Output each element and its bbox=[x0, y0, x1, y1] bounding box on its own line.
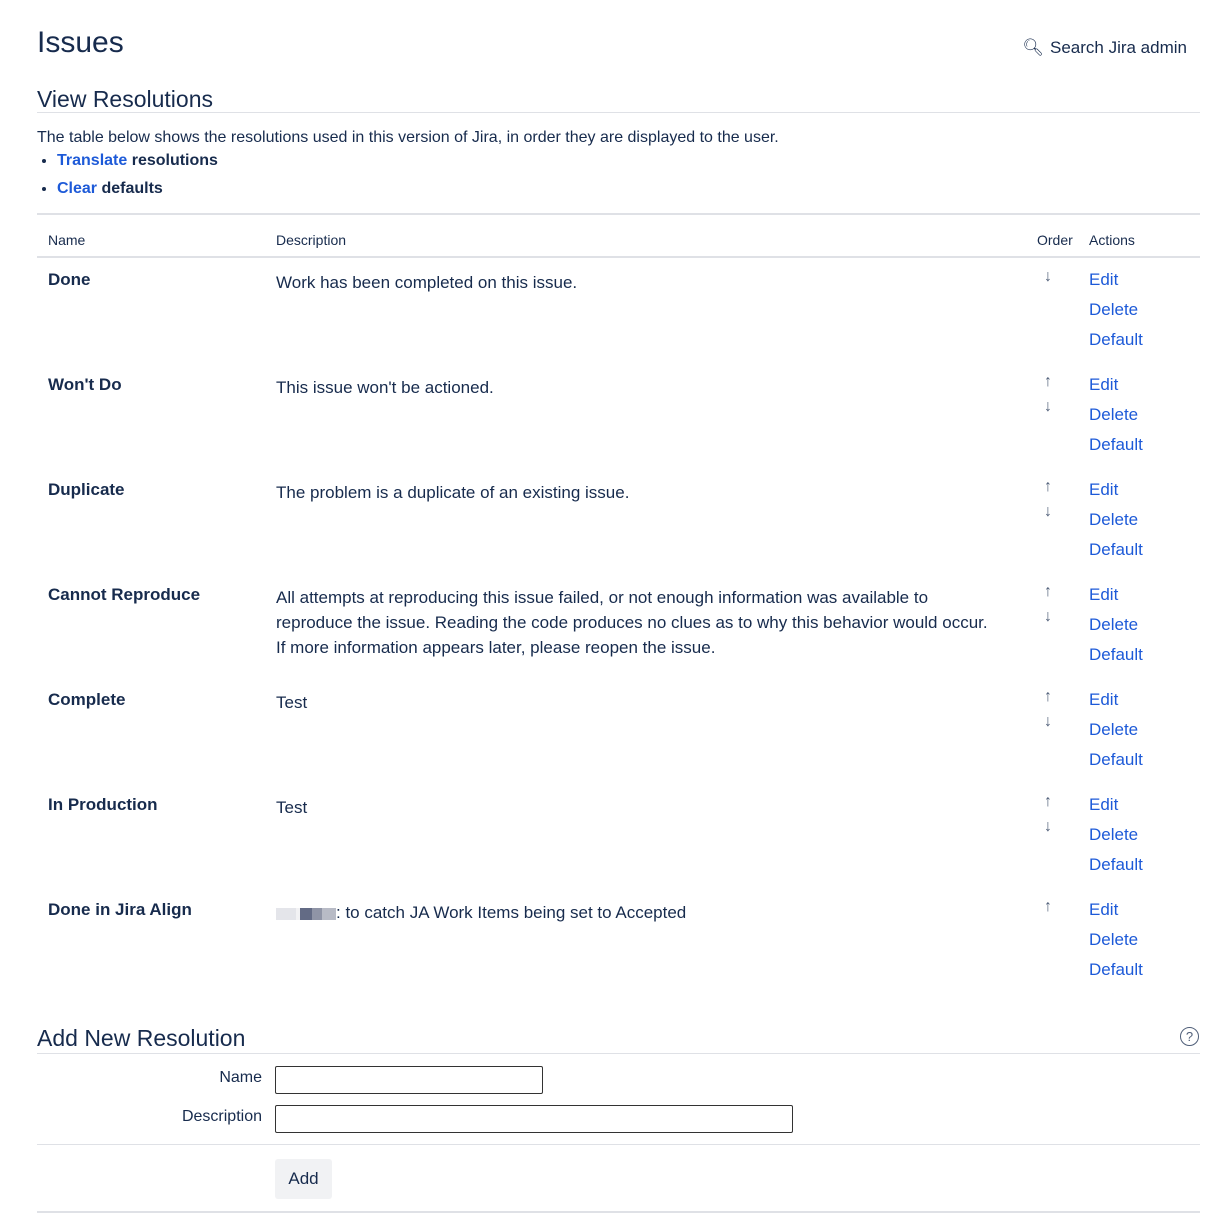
divider bbox=[37, 1053, 1200, 1054]
table-row bbox=[0, 900, 1223, 1005]
name-label: Name bbox=[219, 1069, 262, 1086]
page-title: Issues bbox=[37, 26, 124, 59]
delete-link[interactable]: Delete bbox=[1089, 615, 1139, 634]
order-spacer bbox=[1038, 923, 1058, 948]
order-controls bbox=[1038, 898, 1058, 948]
resolution-name: In Production bbox=[48, 795, 158, 814]
description-label: Description bbox=[181, 1108, 262, 1125]
redacted-text bbox=[276, 908, 336, 920]
default-link[interactable]: Default bbox=[1089, 960, 1143, 979]
default-link[interactable]: Default bbox=[1089, 855, 1143, 874]
order-controls bbox=[1038, 268, 1058, 293]
divider bbox=[37, 1144, 1200, 1145]
divider bbox=[37, 112, 1200, 113]
divider bbox=[37, 256, 1200, 258]
list-item bbox=[57, 150, 218, 178]
actions bbox=[1089, 795, 1143, 885]
description-text: Work has been completed on this issue. bbox=[276, 273, 578, 292]
resolution-description bbox=[276, 900, 996, 925]
default-link[interactable]: Default bbox=[1089, 750, 1143, 769]
divider bbox=[37, 1211, 1200, 1213]
resolution-name: Complete bbox=[48, 690, 126, 709]
arrow-down-icon[interactable]: ↓ bbox=[1044, 713, 1052, 730]
actions bbox=[1089, 375, 1143, 465]
description-text: The problem is a duplicate of an existing issue. bbox=[276, 483, 630, 502]
actions bbox=[1089, 690, 1143, 780]
actions bbox=[1089, 585, 1143, 675]
section-title: View Resolutions bbox=[37, 86, 214, 112]
order-controls bbox=[1038, 688, 1058, 738]
search-label: Search Jira admin bbox=[1049, 38, 1187, 57]
table-row bbox=[0, 375, 1223, 480]
arrow-up-icon[interactable]: ↑ bbox=[1044, 793, 1052, 810]
resolution-description bbox=[276, 585, 996, 660]
resolution-description bbox=[276, 690, 996, 715]
description-text: This issue won't be actioned. bbox=[276, 378, 494, 397]
resolution-name: Done bbox=[48, 270, 91, 289]
order-controls bbox=[1038, 793, 1058, 843]
resolution-description bbox=[276, 270, 996, 295]
order-controls bbox=[1038, 478, 1058, 528]
order-controls bbox=[1038, 583, 1058, 633]
edit-link[interactable]: Edit bbox=[1089, 585, 1119, 604]
table-row bbox=[0, 690, 1223, 795]
add-button[interactable]: Add bbox=[275, 1159, 332, 1199]
delete-link[interactable]: Delete bbox=[1089, 300, 1139, 319]
edit-link[interactable]: Edit bbox=[1089, 270, 1119, 289]
actions bbox=[1089, 270, 1143, 360]
delete-link[interactable]: Delete bbox=[1089, 405, 1139, 424]
actions bbox=[1089, 900, 1143, 990]
list-item bbox=[57, 178, 218, 206]
intro-text: The table below shows the resolutions used in this version of Jira, in order they are displayed to the user. bbox=[37, 129, 779, 146]
header-actions: Actions bbox=[1089, 232, 1135, 248]
delete-link[interactable]: Delete bbox=[1089, 930, 1139, 949]
delete-link[interactable]: Delete bbox=[1089, 720, 1139, 739]
edit-link[interactable]: Edit bbox=[1089, 480, 1119, 499]
resolution-name: Cannot Reproduce bbox=[48, 585, 201, 604]
arrow-up-icon[interactable]: ↑ bbox=[1044, 898, 1052, 915]
actions bbox=[1089, 480, 1143, 570]
table-row bbox=[0, 270, 1223, 375]
header-description: Description bbox=[276, 232, 347, 248]
delete-link[interactable]: Delete bbox=[1089, 510, 1139, 529]
edit-link[interactable]: Edit bbox=[1089, 690, 1119, 709]
clear-link[interactable]: Clear bbox=[57, 180, 98, 197]
translate-link[interactable]: Translate bbox=[57, 152, 128, 169]
arrow-up-icon[interactable]: ↑ bbox=[1044, 478, 1052, 495]
resolution-name: Done in Jira Align bbox=[48, 900, 192, 919]
arrow-down-icon[interactable]: ↓ bbox=[1044, 398, 1052, 415]
arrow-down-icon[interactable]: ↓ bbox=[1044, 608, 1052, 625]
resolution-description bbox=[276, 375, 996, 400]
edit-link[interactable]: Edit bbox=[1089, 795, 1119, 814]
search-icon: 🔍︎ bbox=[1022, 38, 1044, 57]
description-text: Test bbox=[276, 693, 308, 712]
default-link[interactable]: Default bbox=[1089, 330, 1143, 349]
add-section-title: Add New Resolution bbox=[37, 1025, 246, 1051]
header-name: Name bbox=[48, 232, 86, 248]
help-icon[interactable]: ? bbox=[1180, 1027, 1199, 1046]
default-link[interactable]: Default bbox=[1089, 645, 1143, 664]
delete-link[interactable]: Delete bbox=[1089, 825, 1139, 844]
link-list bbox=[37, 150, 218, 206]
arrow-down-icon[interactable]: ↓ bbox=[1044, 503, 1052, 520]
arrow-up-icon[interactable]: ↑ bbox=[1044, 373, 1052, 390]
divider bbox=[37, 213, 1200, 215]
table-row bbox=[0, 795, 1223, 900]
description-text: : to catch JA Work Items being set to Accepted bbox=[336, 903, 687, 922]
order-controls bbox=[1038, 373, 1058, 423]
default-link[interactable]: Default bbox=[1089, 435, 1143, 454]
resolution-name: Duplicate bbox=[48, 480, 125, 499]
search-jira-admin-link[interactable] bbox=[1022, 38, 1187, 58]
arrow-down-icon[interactable]: ↓ bbox=[1044, 818, 1052, 835]
description-text: Test bbox=[276, 798, 308, 817]
edit-link[interactable]: Edit bbox=[1089, 900, 1119, 919]
description-text: All attempts at reproducing this issue failed, or not enough information was available to reproduce the issue. Reading the code produces no clues as to why this behavior would occur. If more information appears later, please reopen the issue. bbox=[276, 588, 988, 657]
resolution-description bbox=[276, 795, 996, 820]
arrow-down-icon[interactable]: ↓ bbox=[1044, 268, 1052, 285]
header-order: Order bbox=[1037, 232, 1073, 248]
arrow-up-icon[interactable]: ↑ bbox=[1044, 688, 1052, 705]
edit-link[interactable]: Edit bbox=[1089, 375, 1119, 394]
resolution-name: Won't Do bbox=[48, 375, 122, 394]
link-suffix: defaults bbox=[97, 180, 163, 197]
default-link[interactable]: Default bbox=[1089, 540, 1143, 559]
resolution-description bbox=[276, 480, 996, 505]
table-row bbox=[0, 585, 1223, 690]
arrow-up-icon[interactable]: ↑ bbox=[1044, 583, 1052, 600]
description-input[interactable] bbox=[275, 1105, 793, 1133]
table-row bbox=[0, 480, 1223, 585]
name-input[interactable] bbox=[275, 1066, 543, 1094]
link-suffix: resolutions bbox=[127, 152, 218, 169]
